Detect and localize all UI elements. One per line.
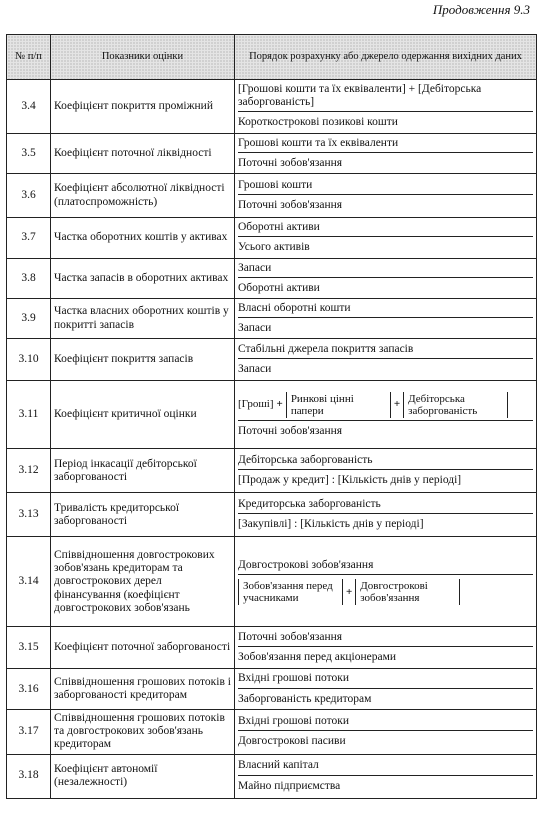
table-row (7, 709, 537, 754)
bracket-term: Дебіторська заборгованість (403, 392, 508, 418)
calculation-formula (235, 174, 537, 218)
calculation-formula (235, 627, 537, 669)
calculation-formula (235, 381, 537, 449)
header-number: № п/п (7, 35, 51, 80)
row-number: 3.15 (7, 627, 51, 669)
plus-operator: + (346, 585, 353, 598)
table-row (7, 754, 537, 798)
formula-denominator: Поточні зобов'язання (238, 156, 343, 169)
header-indicator-name: Показники оцінки (51, 35, 235, 80)
indicator-name: Частка оборотних коштів у активах (51, 218, 235, 258)
table-row (7, 298, 537, 338)
indicator-name: Коефіцієнт критичної оцінки (51, 381, 235, 449)
table-row (7, 258, 537, 298)
bracket-term: Зобов'язання перед учасниками (238, 579, 343, 605)
formula-numerator: Грошові кошти (238, 178, 533, 195)
formula-numerator: Оборотні активи (238, 220, 533, 237)
formula-denominator: Довгострокові пасиви (238, 735, 346, 748)
indicator-name: Період інкасації дебіторської заборгованості (51, 449, 235, 493)
indicator-name: Співвідношення грошових потоків та довгострокових зобов'язань кредиторам (51, 709, 235, 754)
indicator-name: Частка власних оборотних коштів у покритті запасів (51, 298, 235, 338)
formula-denominator: [Закупівлі] : [Кількість днів у періоді] (238, 518, 424, 531)
formula-numerator: Дебіторська заборгованість (238, 453, 533, 470)
formula-numerator: Власні оборотні кошти (238, 301, 533, 318)
formula-denominator: Короткострокові позикові кошти (238, 116, 398, 129)
calculation-formula (235, 80, 537, 134)
formula-denominator: Оборотні активи (238, 281, 320, 294)
calculation-formula (235, 669, 537, 709)
row-number: 3.16 (7, 669, 51, 709)
bracket-term: [Гроші] (238, 398, 274, 411)
formula-numerator: Грошові кошти та їх еквіваленти (238, 136, 533, 153)
formula-numerator: [Грошові кошти та їх еквіваленти] + [Дебіторська заборгованість] (238, 82, 533, 112)
table-header-row (7, 35, 537, 80)
row-number: 3.10 (7, 339, 51, 381)
calculation-formula (235, 709, 537, 754)
header-calculation-method: Порядок розрахунку або джерело одержання вихідних даних (235, 35, 537, 80)
plus-operator: + (276, 398, 283, 411)
row-number: 3.5 (7, 133, 51, 173)
indicator-name: Коефіцієнт автономії (незалежності) (51, 754, 235, 798)
indicator-name: Коефіцієнт поточної заборгованості (51, 627, 235, 669)
row-number: 3.17 (7, 709, 51, 754)
row-number: 3.11 (7, 381, 51, 449)
formula-denominator (238, 578, 533, 606)
bracket-term: Довгострокові зобов'язання (355, 579, 460, 605)
row-number: 3.14 (7, 537, 51, 627)
formula-numerator: Вхідні грошові потоки (238, 714, 533, 731)
formula-numerator: Вхідні грошові потоки (238, 671, 533, 688)
row-number: 3.7 (7, 218, 51, 258)
indicator-name: Тривалість кредиторської заборгованості (51, 493, 235, 537)
calculation-formula (235, 537, 537, 627)
row-number: 3.4 (7, 80, 51, 134)
table-row (7, 218, 537, 258)
formula-denominator: Майно підприємства (238, 779, 341, 792)
indicator-name: Коефіцієнт покриття проміжний (51, 80, 235, 134)
table-row (7, 449, 537, 493)
formula-numerator: Кредиторська заборгованість (238, 497, 533, 514)
calculation-formula (235, 339, 537, 381)
calculation-formula (235, 258, 537, 298)
formula-denominator: Запаси (238, 322, 272, 335)
table-row (7, 133, 537, 173)
table-row (7, 537, 537, 627)
row-number: 3.12 (7, 449, 51, 493)
row-number: 3.9 (7, 298, 51, 338)
bracket-term: Ринкові цінні папери (286, 392, 391, 418)
formula-denominator: Заборгованість кредиторам (238, 692, 372, 705)
table-continuation-caption: Продовження 9.3 (432, 2, 530, 17)
table-row (7, 339, 537, 381)
calculation-formula (235, 133, 537, 173)
row-number: 3.13 (7, 493, 51, 537)
table-row (7, 174, 537, 218)
formula-denominator: Поточні зобов'язання (238, 199, 343, 212)
indicator-name: Коефіцієнт поточної ліквідності (51, 133, 235, 173)
table-row (7, 627, 537, 669)
formula-denominator: [Продаж у кредит] : [Кількість днів у періоді] (238, 474, 462, 487)
calculation-formula (235, 493, 537, 537)
row-number: 3.6 (7, 174, 51, 218)
formula-numerator: Поточні зобов'язання (238, 630, 533, 647)
denominator-terms (238, 579, 533, 605)
calculation-formula (235, 218, 537, 258)
formula-denominator: Зобов'язання перед акціонерами (238, 651, 397, 664)
formula-denominator: Поточні зобов'язання (238, 424, 343, 437)
indicator-name: Коефіцієнт покриття запасів (51, 339, 235, 381)
formula-numerator: Стабільні джерела покриття запасів (238, 342, 533, 359)
formula-denominator: Запаси (238, 363, 272, 376)
formula-numerator: Довгострокові зобов'язання (238, 558, 533, 575)
formula-numerator: Власний капітал (238, 758, 533, 775)
table-row (7, 80, 537, 134)
indicators-table (6, 34, 537, 799)
indicator-name: Співвідношення грошових потоків і заборгованості кредиторам (51, 669, 235, 709)
numerator-terms (238, 392, 533, 418)
formula-numerator: Запаси (238, 261, 533, 278)
indicator-name: Коефіцієнт абсолютної ліквідності (платоспроможність) (51, 174, 235, 218)
indicator-name: Співвідношення довгострокових зобов'язань кредиторам та довгострокових дерел фінансування (коефіцієнт довгострокових зобов'язань (51, 537, 235, 627)
table-row (7, 669, 537, 709)
plus-operator: + (393, 398, 401, 411)
calculation-formula (235, 449, 537, 493)
table-row (7, 493, 537, 537)
formula-denominator: Усього активів (238, 241, 310, 254)
formula-numerator (238, 391, 533, 421)
row-number: 3.18 (7, 754, 51, 798)
calculation-formula (235, 754, 537, 798)
row-number: 3.8 (7, 258, 51, 298)
indicator-name: Частка запасів в оборотних активах (51, 258, 235, 298)
calculation-formula (235, 298, 537, 338)
table-row (7, 381, 537, 449)
